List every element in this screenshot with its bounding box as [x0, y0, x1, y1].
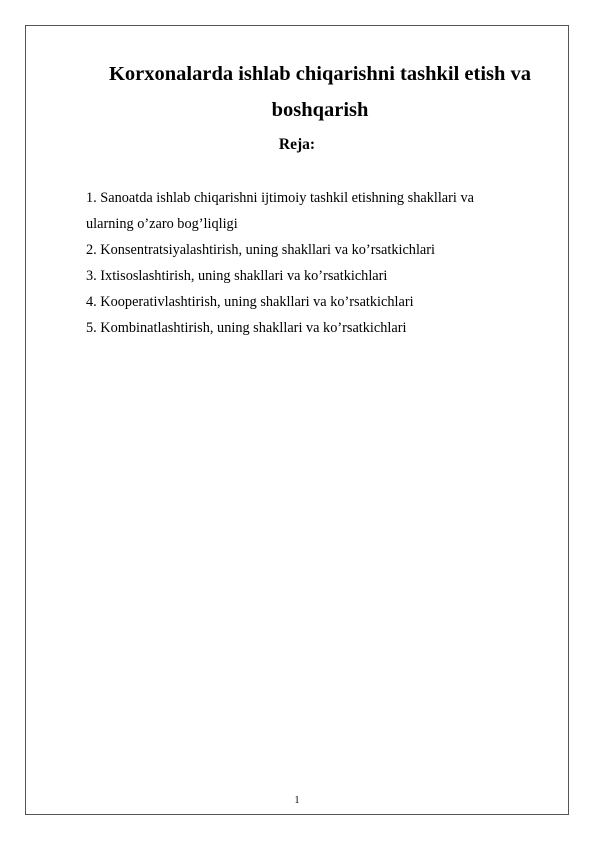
- plan-item-3: 3. Ixtisoslashtirish, uning shakllari va ko’rsatkichlari: [86, 268, 388, 284]
- document-title-line-1: Korxonalarda ishlab chiqarishni tashkil etish va: [108, 63, 532, 85]
- plan-item-4: 4. Kooperativlashtirish, uning shakllari va ko’rsatkichlari: [86, 294, 414, 310]
- plan-item-1-line-1: 1. Sanoatda ishlab chiqarishni ijtimoiy tashkil etishning shakllari va: [86, 190, 474, 206]
- plan-item-2: 2. Konsentratsiyalashtirish, uning shakllari va ko’rsatkichlari: [86, 242, 436, 258]
- plan-list: [86, 185, 526, 341]
- document-title-line-2: boshqarish: [271, 99, 369, 121]
- plan-item-1: [86, 185, 526, 237]
- plan-heading: Reja:: [278, 136, 316, 153]
- page-number: 1: [294, 795, 300, 806]
- plan-item-1-line-2: ularning o’zaro bog’liqligi: [86, 216, 238, 232]
- plan-item-5: 5. Kombinatlashtirish, uning shakllari va ko’rsatkichlari: [86, 320, 407, 336]
